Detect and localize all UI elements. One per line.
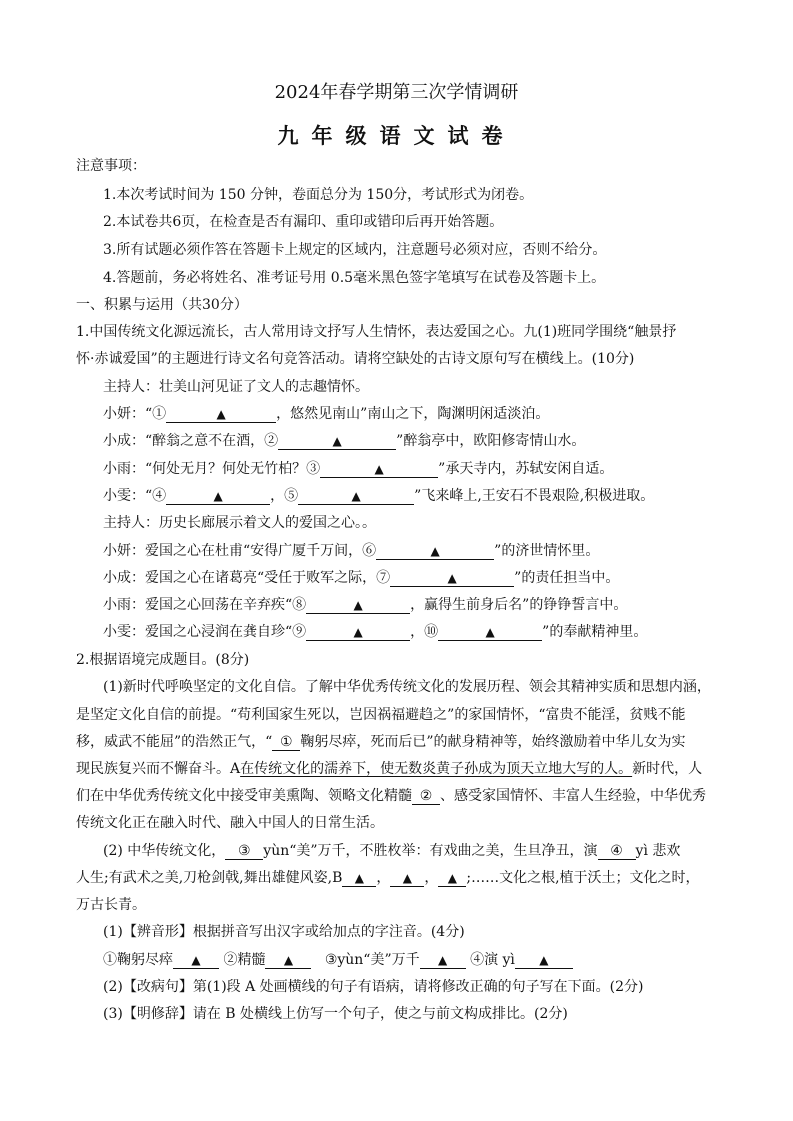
q1-line-8: [103, 622, 647, 642]
q2-p2-line-1-text-a: (2) 中华传统文化，: [103, 843, 226, 859]
blank-triangle: ▲: [438, 953, 448, 967]
q2-p2-line-2-text-a: 人生;有武术之美,刀枪剑戟,舞出雄健风姿,B: [76, 870, 343, 886]
q1-line-6: [103, 568, 619, 588]
q2-stem: 2.根据语境完成题目。(8分): [76, 652, 250, 668]
q1-line-7-text-b: ，赢得生前身后名”的铮铮誓言中。: [410, 597, 628, 613]
answer-blank-s2[interactable]: [265, 952, 311, 969]
q2-p1-line-5: [76, 786, 706, 806]
q2-p1-line-3-text-b: 鞠躬尽瘁，死而后已”的献身精神等，始终激励着中华儿女为实: [300, 734, 686, 750]
q1-line-5-text-a: 小妍：爱国之心在杜甫“安得广厦千万间，⑥: [103, 543, 377, 559]
q1-line-5-text-b: ”的济世情怀里。: [494, 543, 600, 559]
blank-triangle: ▲: [351, 489, 361, 503]
answer-blank-7[interactable]: [390, 570, 514, 587]
answer-blank-2[interactable]: [278, 433, 396, 450]
sub1-item-a: ①鞠躬尽瘁: [103, 952, 173, 968]
blank-triangle: ▲: [353, 625, 363, 639]
answer-blank-b1[interactable]: [342, 870, 376, 887]
q2-sub-1: (1)【辨音形】根据拼音写出汉字或给加点的字注音。(4分): [103, 924, 465, 940]
answer-blank-6[interactable]: [376, 543, 494, 560]
notice-item-1: 1.本次考试时间为 150 分钟，卷面总分为 150分，考试形式为闭卷。: [103, 187, 534, 203]
q2-sub-3: (3)【明修辞】请在 B 处横线上仿写一个句子，使之与前文构成排比。(2分): [103, 1006, 568, 1022]
answer-blank-9[interactable]: [306, 624, 410, 641]
underlined-sentence-a: 在传统文化的濡养下，使无数炎黄子孙成为顶天立地大写的人。: [240, 761, 633, 777]
q1-line-3-text-b: ”承天寺内，苏轼安闲自适。: [438, 461, 614, 477]
q1-line-4: [103, 486, 654, 506]
q2-p2-line-1-text-c: yì 悲欢: [635, 843, 681, 859]
blank-triangle: ▲: [216, 407, 226, 421]
q1-line-3-text-a: 小雨：“何处无月？何处无竹柏？③: [103, 461, 321, 477]
sub1-item-b: ②精髓: [223, 952, 266, 968]
q2-p1-line-5-text-b: 、感受家国情怀、丰富人生经验，中华优秀: [440, 788, 706, 804]
blank-triangle: ▲: [485, 625, 495, 639]
sub1-item-d: ④演 yì: [470, 952, 515, 968]
answer-blank-10[interactable]: [438, 624, 542, 641]
q1-line-7: [103, 595, 627, 615]
q1-line-8-text-a: 小雯：爱国之心浸润在龚自珍“⑨: [103, 624, 307, 640]
answer-blank-1[interactable]: [166, 406, 276, 423]
notice-item-2: 2.本试卷共6页，在检查是否有漏印、重印或错印后再开始答题。: [103, 214, 504, 230]
q2-p1-line-3: [76, 732, 685, 752]
q2-p2-line-2: 人生;有武术之美,刀枪剑戟,舞出雄健风姿,B ▲ ， ▲ ， ▲ ;……文化之根,植于沃土；文化之时，: [76, 870, 700, 886]
answer-blank-b2[interactable]: [390, 870, 424, 887]
blank-triangle: ▲: [191, 953, 201, 967]
q2-p2-line-1: [103, 841, 680, 861]
q1-line-4-text-b: ，⑤: [270, 488, 299, 504]
q2-p1-line-5-text-a: 们在中华优秀传统文化中接受审美熏陶、领略文化精髓: [76, 788, 412, 804]
q2-p1-line-4-text-b: 新时代，人: [632, 761, 703, 777]
blank-triangle: ▲: [430, 544, 440, 558]
q1-line-1-text-a: 小妍：“①: [103, 406, 167, 422]
q1-line-5: [103, 541, 599, 561]
exam-subtitle: 九年级语文试卷: [277, 123, 516, 148]
q1-line-1-text-b: ，悠然见南山”南山之下，陶渊明闲适淡泊。: [276, 406, 550, 422]
blank-triangle: ▲: [447, 571, 457, 585]
q1-stem-line-2: 怀·赤诚爱国”的主题进行诗文名句竞答活动。请将空缺处的古诗文原句写在横线上。(10分): [76, 351, 635, 367]
answer-blank-4[interactable]: [166, 488, 270, 505]
blank-triangle: ▲: [539, 953, 549, 967]
q2-sub-2: (2)【改病句】第(1)段 A 处画横线的句子有语病，请将修改正确的句子写在下面。(2分): [103, 979, 644, 995]
notice-item-3: 3.所有试题必须作答在答题卡上规定的区域内，注意题号必须对应，否则不给分。: [103, 242, 607, 258]
q1-host-1: 主持人：壮美山河见证了文人的志趣情怀。: [103, 379, 369, 395]
answer-blank-s4[interactable]: [515, 952, 573, 969]
q2-p2-line-3: 万古长青。: [76, 897, 146, 913]
answer-blank-3[interactable]: [320, 461, 438, 478]
answer-blank-8[interactable]: [306, 597, 410, 614]
q1-line-2: [103, 431, 585, 451]
answer-blank-5[interactable]: [298, 488, 414, 505]
q1-line-4-text-a: 小雯：“④: [103, 488, 167, 504]
blank-triangle: ▲: [402, 871, 412, 885]
blank-triangle: ▲: [447, 871, 457, 885]
blank-triangle: ▲: [353, 598, 363, 612]
answer-blank-s1[interactable]: [173, 952, 219, 969]
exam-title: 2024年春学期第三次学情调研: [274, 82, 519, 103]
notice-heading: 注意事项：: [76, 158, 146, 174]
q1-line-7-text-a: 小雨：爱国之心回荡在辛弃疾“⑧: [103, 597, 307, 613]
blank-triangle: ▲: [354, 871, 364, 885]
q1-line-4-text-c: ”飞来峰上,王安石不畏艰险,积极进取。: [414, 488, 655, 504]
q1-line-2-text-b: ”醉翁亭中，欧阳修寄情山水。: [396, 433, 586, 449]
blank-triangle: ▲: [283, 953, 294, 967]
q1-line-2-text-a: 小成：“醉翁之意不在酒，②: [103, 433, 279, 449]
blank-triangle: ▲: [213, 489, 223, 503]
answer-blank-b3[interactable]: [438, 870, 466, 887]
blank-triangle: ▲: [374, 462, 384, 476]
q2-p1-line-2: 是坚定文化自信的前提。“苟利国家生死以，岂因祸福避趋之”的家国情怀，“富贵不能淫，贫贱不能: [76, 707, 686, 723]
q1-stem-line-1: 1.中国传统文化源远流长，古人常用诗文抒写人生情怀，表达爱国之心。九(1)班同学围绕“触景抒: [76, 324, 677, 340]
q2-p1-line-4-text-a: 现民族复兴而不懈奋斗。A: [76, 761, 241, 777]
q1-line-8-text-c: ”的奉献精神里。: [542, 624, 648, 640]
q2-p1-line-1: (1)新时代呼唤坚定的文化自信。了解中华优秀传统文化的发展历程、领会其精神实质和思想内涵，: [103, 679, 711, 695]
q1-line-1: [103, 404, 549, 424]
q1-line-6-text-b: ”的责任担当中。: [514, 570, 620, 586]
blank-mark-2[interactable]: ②: [412, 788, 440, 805]
blank-mark-3[interactable]: ③: [225, 843, 263, 860]
blank-mark-1[interactable]: ①: [272, 734, 300, 751]
blank-mark-4[interactable]: ④: [598, 843, 636, 860]
q2-sub-1-answers: [103, 950, 573, 970]
q2-p1-line-4: [76, 759, 702, 779]
answer-blank-s3[interactable]: [420, 952, 466, 969]
section-1-heading: 一、积累与运用（共30分）: [76, 297, 248, 313]
q1-line-6-text-a: 小成：爱国之心在诸葛亮“受任于败军之际，⑦: [103, 570, 391, 586]
sub1-item-c: ③yùn“美”万千: [324, 952, 420, 968]
q1-line-3: [103, 459, 613, 479]
notice-item-4: 4.答题前，务必将姓名、准考证号用 0.5毫米黑色签字笔填写在试卷及答题卡上。: [103, 270, 606, 286]
q2-p2-line-2-text-b: ;……文化之根,植于沃土；文化之时，: [466, 870, 700, 886]
q1-line-8-text-b: ，⑩: [410, 624, 439, 640]
blank-triangle: ▲: [332, 434, 342, 448]
q2-p1-line-3-text-a: 移，威武不能屈”的浩然正气，“: [76, 734, 273, 750]
q1-host-2: 主持人：历史长廊展示着文人的爱国之心。。: [103, 515, 376, 531]
q2-p1-line-6: 传统文化正在融入时代、融入中国人的日常生活。: [76, 815, 384, 831]
q2-p2-line-1-text-b: yùn“美”万千，不胜枚举：有戏曲之美，生旦净丑，演: [263, 843, 598, 859]
